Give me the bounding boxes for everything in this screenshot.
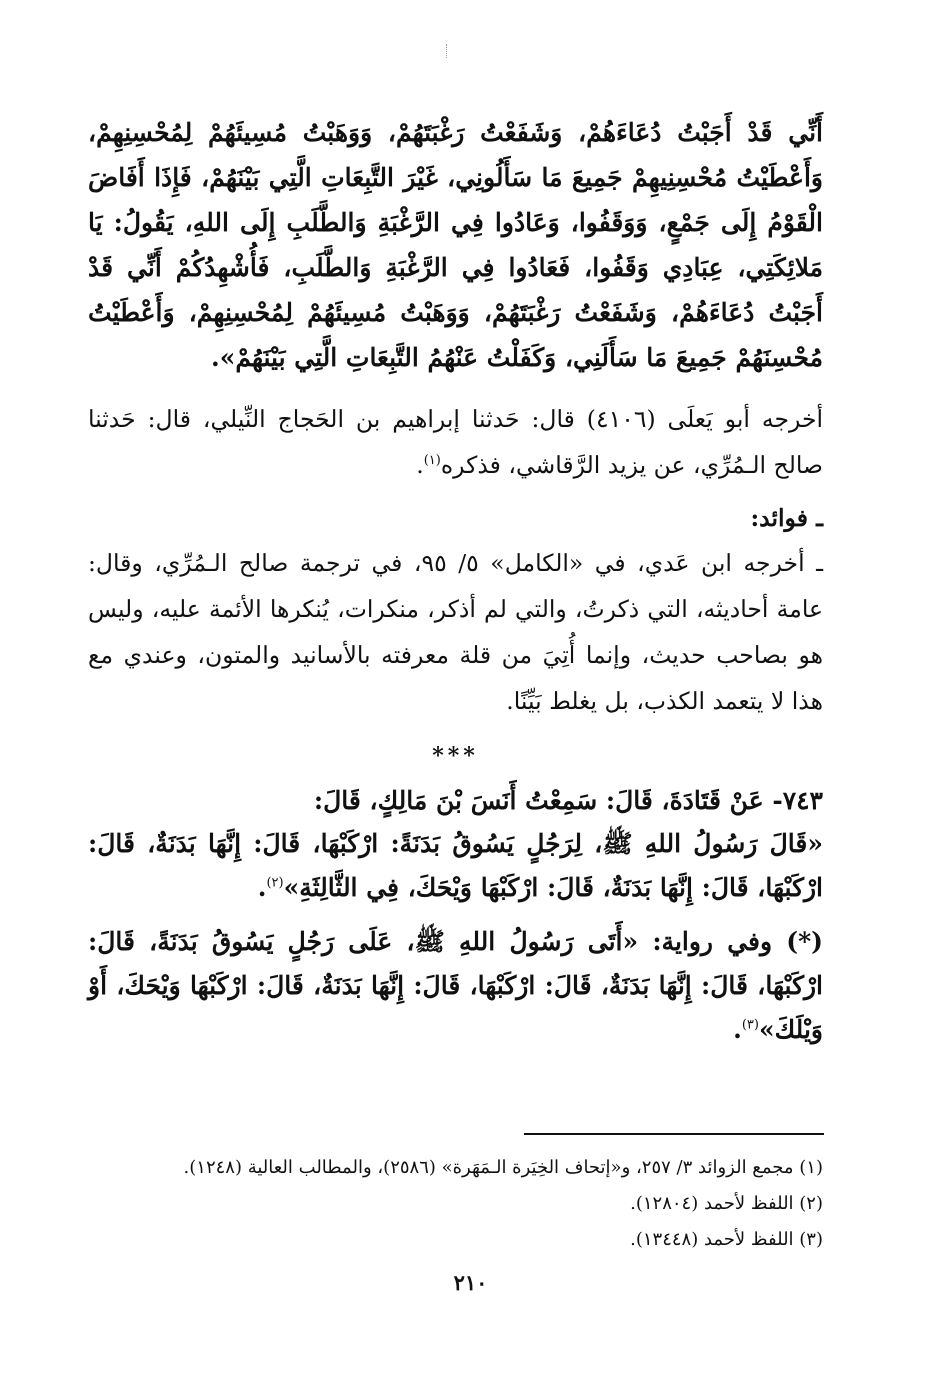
footnote-rule: [524, 1133, 824, 1135]
footnotes: [88, 1150, 823, 1258]
footnote-ref-2: (٢): [266, 875, 284, 891]
footnote-ref-1: (١): [423, 453, 441, 469]
hadith-body: «قَالَ رَسُولُ اللهِ ﷺ، لِرَجُلٍ يَسُوقُ بَدَنَةً: ارْكَبْهَا، قَالَ: إِنَّهَا بَدَنَةٌ، قَالَ: ارْكَبْهَا، قَالَ: إِنَّهَا بَدَنَةٌ، قَالَ: ارْكَبْهَا وَيْحَكَ، فِي الثَّالِثَةِ»: [88, 829, 823, 902]
riwaya-text: (*) وفي رواية: «أَتَى رَسُولُ اللهِ ﷺ، عَلَى رَجُلٍ يَسُوقُ بَدَنَةً، قَالَ: ارْكَبْهَا، قَالَ: إِنَّهَا بَدَنَةٌ، قَالَ: ارْكَبْهَا، قَالَ: إِنَّهَا بَدَنَةٌ، قَالَ: ارْكَبْهَا وَيْحَكَ، أَوْ وَيْلَكَ»: [88, 927, 823, 1044]
footnote-2: (٢) اللفظ لأحمد (١٢٨٠٤).: [630, 1193, 823, 1214]
footnote-3: (٣) اللفظ لأحمد (١٣٤٤٨).: [630, 1229, 823, 1250]
fawaid-paragraph: ـ أخرجه ابن عَدي، في «الكامل» ٥/ ٩٥، في ترجمة صالح الـمُرِّي، وقال: عامة أحاديثه، التي ذكرتُ، والتي لم أذكر، منكرات، يُنكرها الأئمة عليه، وليس هو بصاحب حديث، وإنما أُتِيَ من قلة معرفته بالأسانيد والمتون، وعندي مع هذا لا يتعمد الكذب، بل يغلط بَيِّنًا.: [88, 549, 823, 715]
footnote-1: (١) مجمع الزوائد ٣/ ٢٥٧، و«إتحاف الخِيَرة الـمَهَرة» (٢٥٨٦)، والمطالب العالية (١٢٤٨).: [183, 1157, 823, 1178]
section-separator: ***: [432, 743, 479, 769]
hadith-heading: ٧٤٣- عَنْ قَتَادَةَ، قَالَ: سَمِعْتُ أَنَسَ بْنَ مَالِكٍ، قَالَ:: [313, 786, 823, 815]
riwaya-paragraph: (*) وفي رواية: «أَتَى رَسُولُ اللهِ ﷺ، عَلَى رَجُلٍ يَسُوقُ بَدَنَةً، قَالَ: ارْكَبْهَا، قَالَ: إِنَّهَا بَدَنَةٌ، قَالَ: ارْكَبْهَا، قَالَ: إِنَّهَا بَدَنَةٌ، قَالَ: ارْكَبْهَا وَيْحَكَ، أَوْ وَيْلَكَ»$^{(٣)}$.: [88, 927, 823, 1044]
page-number: ٢١٠: [453, 1270, 488, 1295]
fawaid-heading: ـ فوائد:: [750, 504, 823, 532]
header-mark: [446, 44, 449, 58]
hadith-continuation: أَنِّي قَدْ أَجَبْتُ دُعَاءَهُمْ، وَشَفَعْتُ رَغْبَتَهُمْ، وَوَهَبْتُ مُسِيئَهُمْ لِمُحْسِنِهِمْ، وَأَعْطَيْتُ مُحْسِنِيهِمْ جَمِيعَ مَا سَأَلُونِي، غَيْرَ التَّبِعَاتِ الَّتِي بَيْنَهُمْ، فَإِذَا أَفَاضَ الْقَوْمُ إِلَى جَمْعٍ، وَوَقَفُوا، وَعَادُوا فِي الرَّغْبَةِ وَالطَّلَبِ إِلَى اللهِ، يَقُولُ: يَا مَلائِكَتِي، عِبَادِي وَقَفُوا، فَعَادُوا فِي الرَّغْبَةِ وَالطَّلَبِ، فَأُشْهِدُكُمْ أَنِّي قَدْ أَجَبْتُ دُعَاءَهُمْ، وَشَفَعْتُ رَغْبَتَهُمْ، وَوَهَبْتُ مُسِيئَهُمْ لِمُحْسِنِهِمْ، وَأَعْطَيْتُ مُحْسِنَهُمْ جَمِيعَ مَا سَأَلَنِي، وَكَفَلْتُ عَنْهُمُ التَّبِعَاتِ الَّتِي بَيْنَهُمْ».: [88, 118, 823, 372]
main-text: [88, 110, 823, 1052]
takhrij-text: أخرجه أبو يَعلَى (٤١٠٦) قال: حَدثنا إبراهيم بن الحَجاج النِّيلي، قال: حَدثنا صالح الـمُرِّي، عن يزيد الرَّقاشي، فذكره: [88, 405, 823, 479]
takhrij-paragraph: أخرجه أبو يَعلَى (٤١٠٦) قال: حَدثنا إبراهيم بن الحَجاج النِّيلي، قال: حَدثنا صالح الـمُرِّي، عن يزيد الرَّقاشي، فذكره$^{(١)}$.: [88, 405, 823, 479]
hadith-text: «قَالَ رَسُولُ اللهِ ﷺ، لِرَجُلٍ يَسُوقُ بَدَنَةً: ارْكَبْهَا، قَالَ: إِنَّهَا بَدَنَةٌ، قَالَ: ارْكَبْهَا، قَالَ: إِنَّهَا بَدَنَةٌ، قَالَ: ارْكَبْهَا وَيْحَكَ، فِي الثَّالِثَةِ»$^{(٢)}$.: [88, 829, 823, 902]
footnote-ref-3: (٣): [741, 1017, 759, 1033]
